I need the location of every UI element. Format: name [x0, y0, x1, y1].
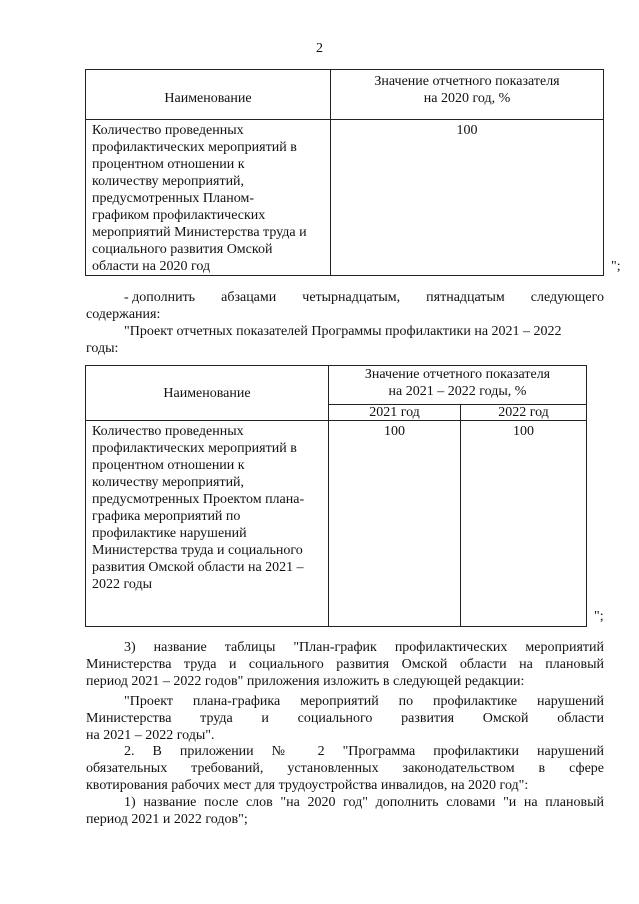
table2-row-name-line: 2022 годы: [92, 577, 153, 592]
table1-row-name-line: предусмотренных Планом-: [92, 191, 254, 206]
table2-col-2021: 2021 год: [329, 405, 461, 421]
table2-closing-quote: ";: [594, 609, 604, 624]
plan-title-paragraph: [86, 693, 604, 744]
table2-row-name: [86, 421, 329, 627]
table2-row-name-line: процентном отношении к: [92, 458, 245, 473]
table2-value-2021: [329, 421, 461, 627]
para4-line1: "Проект плана-графика мероприятий по профилактике нарушений: [124, 694, 604, 709]
quote-paragraph: [86, 323, 604, 357]
table2-row-name-line: профилактике нарушений: [92, 526, 247, 541]
para5-line2: обязательных требований, установленных законодательством в сфере: [86, 761, 604, 776]
table1-header-value-line1: Значение отчетного показателя: [374, 74, 560, 89]
item-1-paragraph: [86, 794, 604, 828]
indicators-table-2021-2022: [85, 365, 587, 627]
table2-value-2022-text: 100: [513, 424, 534, 439]
table2-row-name-line: предусмотренных Проектом плана-: [92, 492, 305, 507]
para2-line1: "Проект отчетных показателей Программы профилактики на 2021 – 2022: [124, 324, 562, 339]
table2-row-name-line: Министерства труда и социального: [92, 543, 303, 558]
para1-word: следующего: [530, 290, 604, 305]
table1-row-name-line: социального развития Омской: [92, 242, 273, 257]
table2-row-name-line: количеству мероприятий,: [92, 475, 245, 490]
table2-row-name-line: графика мероприятий по: [92, 509, 241, 524]
table2-header-value-line1: Значение отчетного показателя: [364, 367, 551, 382]
table1-header-value: [331, 70, 604, 120]
item-2-paragraph: [86, 743, 604, 794]
table2-value-2021-text: 100: [384, 424, 405, 439]
para1-word: четырнадцатым,: [302, 290, 401, 305]
table2-header-value: [329, 366, 587, 405]
table2-header-name: Наименование: [86, 366, 329, 421]
page-number: 2: [316, 41, 323, 56]
para5-line1: 2. В приложении № 2 "Программа профилактики нарушений: [124, 744, 604, 759]
instruction-paragraph: [86, 289, 604, 323]
para1-word: пятнадцатым: [426, 290, 505, 305]
table1-header-name: Наименование: [86, 70, 331, 120]
table1-row-value: [331, 120, 604, 276]
para2-line2: годы:: [86, 341, 119, 356]
table1-row-name-line: процентном отношении к: [92, 157, 245, 172]
table2-value-2022: [461, 421, 587, 627]
table1-closing-quote: ";: [611, 259, 621, 274]
table2-row-name-line: Количество проведенных: [92, 424, 244, 439]
table1-row-name-line: мероприятий Министерства труда и: [92, 225, 307, 240]
para1-word: - дополнить: [124, 290, 196, 305]
table1-row-value-text: 100: [456, 123, 478, 138]
para3-line2: Министерства труда и социального развития Омской области на плановый: [86, 657, 604, 672]
table2-row-name-line: профилактических мероприятий в: [92, 441, 297, 456]
table2-header-value-line2: на 2021 – 2022 годы, %: [388, 384, 527, 399]
table1-row-name: [86, 120, 331, 276]
table1-row-name-line: Количество проведенных: [92, 123, 244, 138]
table1-row-name-line: области на 2020 год: [92, 259, 211, 274]
indicators-table-2020: [85, 69, 604, 276]
table2-row-name-line: развития Омской области на 2021 –: [92, 560, 304, 575]
para3-line3: период 2021 – 2022 годов" приложения изложить в следующей редакции:: [86, 674, 525, 689]
table1-row-name-line: профилактических мероприятий в: [92, 140, 297, 155]
table2-col-2022: 2022 год: [461, 405, 587, 421]
para4-line3: на 2021 – 2022 годы".: [86, 728, 215, 743]
para3-line1: 3) название таблицы "План-график профилактических мероприятий: [124, 640, 604, 655]
item-3-paragraph: [86, 639, 604, 690]
para5-line3: квотирования рабочих мест для трудоустройства инвалидов, на 2020 год":: [86, 778, 529, 793]
para4-line2: Министерства труда и социального развития Омской области: [86, 711, 604, 726]
para1-line2: содержания:: [86, 307, 161, 322]
table1-header-value-line2: на 2020 год, %: [423, 91, 511, 106]
para1-word: абзацами: [221, 290, 277, 305]
table1-row-name-line: количеству мероприятий,: [92, 174, 245, 189]
para6-line2: период 2021 и 2022 годов";: [86, 812, 248, 827]
para6-line1: 1) название после слов "на 2020 год" дополнить словами "и на плановый: [124, 795, 604, 810]
table1-row-name-line: графиком профилактических: [92, 208, 266, 223]
